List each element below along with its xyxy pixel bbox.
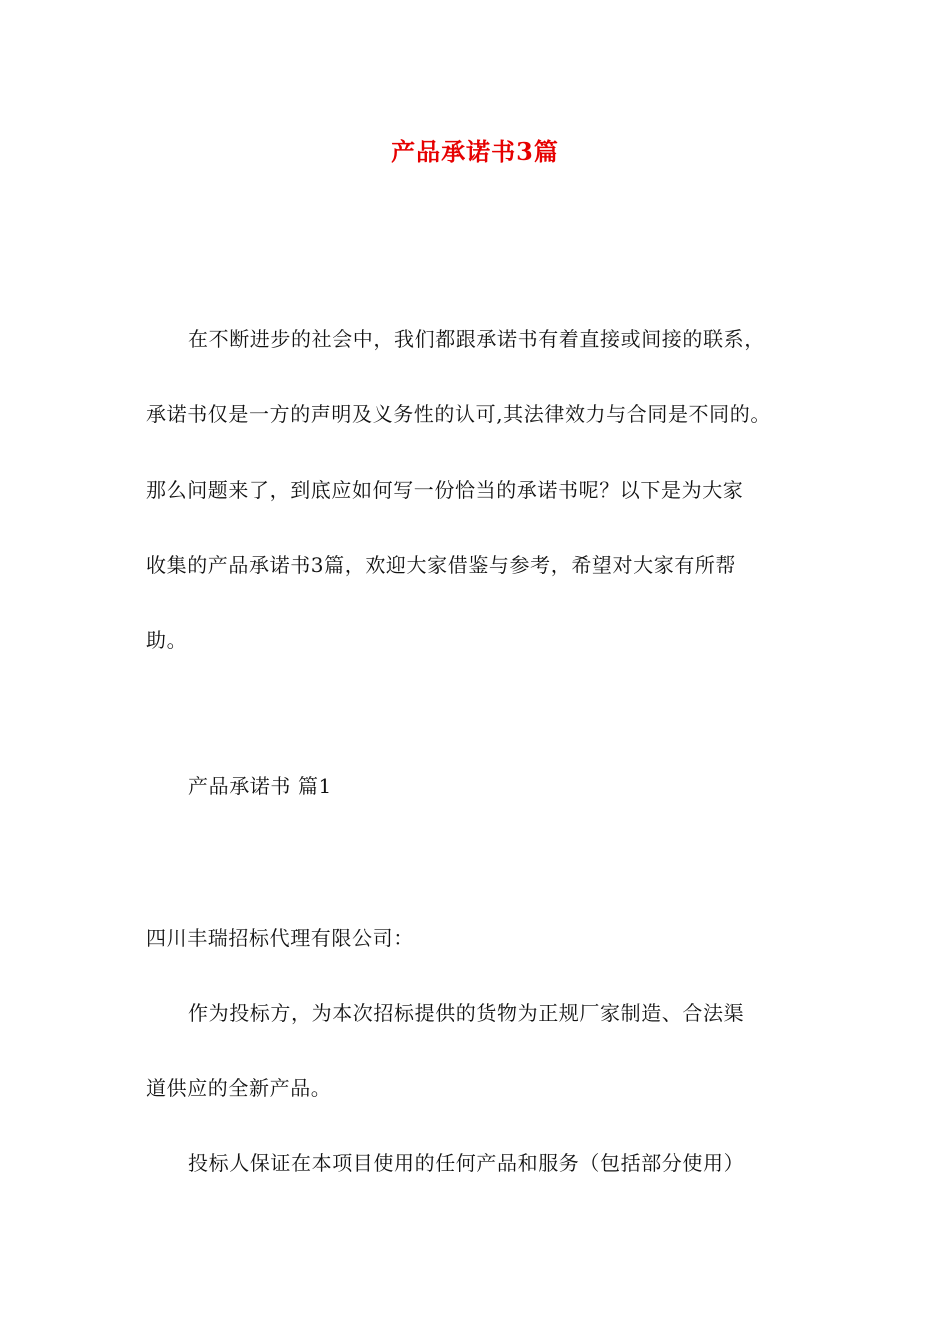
intro-paragraph-line-3: 那么问题来了，到底应如何写一份恰当的承诺书呢？以下是为大家 [146, 478, 744, 502]
body-paragraph-line-3: 投标人保证在本项目使用的任何产品和服务（包括部分使用） [188, 1151, 745, 1175]
intro-paragraph-line-4: 收集的产品承诺书3篇，欢迎大家借鉴与参考，希望对大家有所帮 [146, 553, 737, 577]
body-paragraph-line-1: 作为投标方，为本次招标提供的货物为正规厂家制造、合法渠 [188, 1001, 745, 1025]
intro-paragraph-line-5: 助。 [146, 628, 188, 652]
body-paragraph-line-2: 道供应的全新产品。 [146, 1076, 332, 1100]
document-title: 产品承诺书3篇 [391, 137, 559, 166]
addressee-line: 四川丰瑞招标代理有限公司： [146, 926, 414, 950]
intro-paragraph-line-1: 在不断进步的社会中，我们都跟承诺书有着直接或间接的联系， [188, 327, 765, 351]
intro-paragraph-line-2: 承诺书仅是一方的声明及义务性的认可,其法律效力与合同是不同的。 [146, 402, 771, 426]
section-heading: 产品承诺书 篇1 [188, 774, 332, 798]
